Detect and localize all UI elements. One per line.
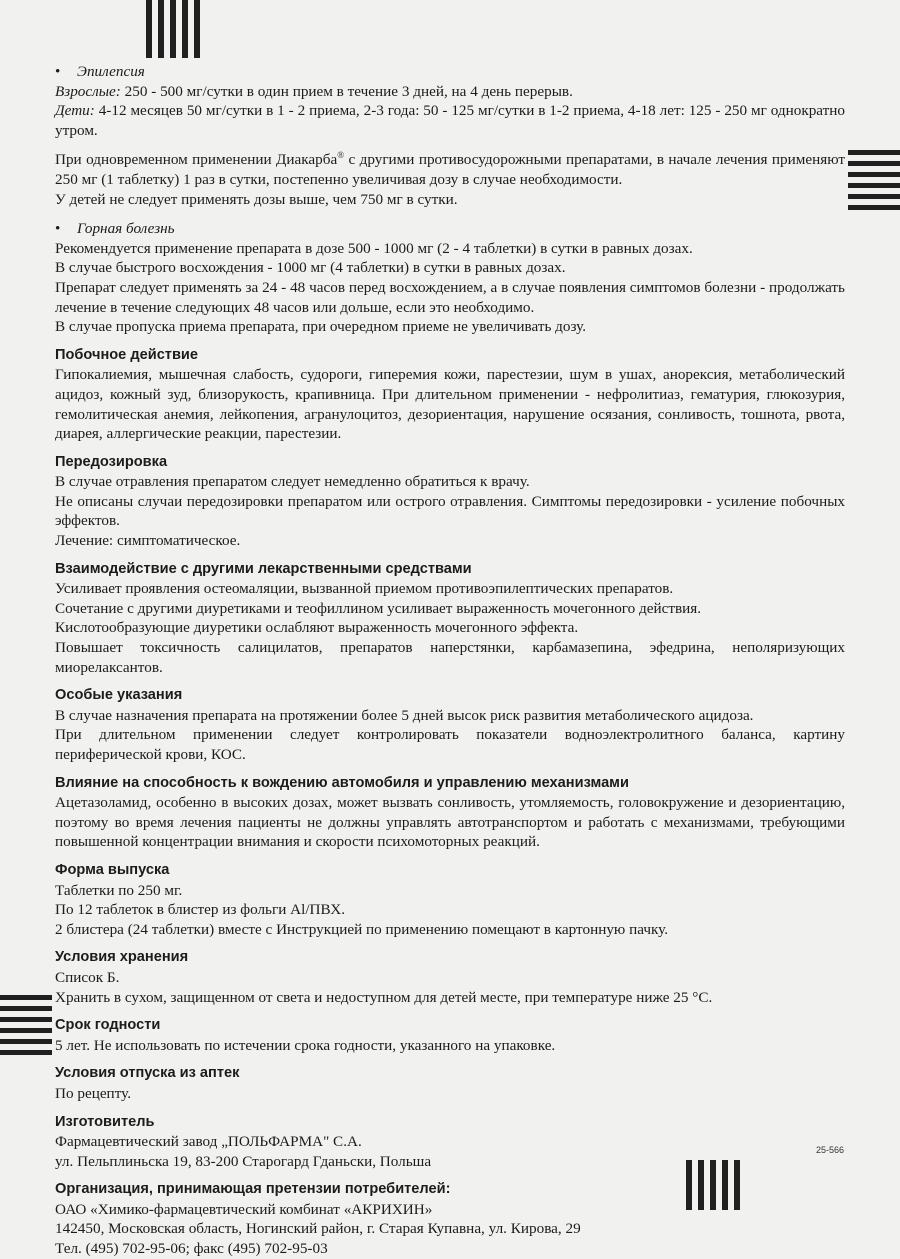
shelf-life-text: 5 лет. Не использовать по истечении срока годности, указанного на упаковке. [55,1036,556,1054]
manufacturer-line: Фармацевтический завод „ПОЛЬФАРМА" С.А. [55,1133,362,1151]
storage-line: Хранить в сухом, защищенном от света и недоступном для детей месте, при температуре ниже 25 °С. [55,988,713,1006]
form-line: По 12 таблеток в блистер из фольги Al/ПВХ. [55,901,346,919]
epilepsy-children: Дети: 4-12 месяцев 50 мг/сутки в 1 - 2 приема, 2-3 года: 50 - 125 мг/сутки в 1-2 приема, 4-18 лет: 125 - 250 мг однократно утром. [55,102,845,139]
form-line: Таблетки по 250 мг. [55,881,183,899]
mountain-line: В случае пропуска приема препарата, при очередном приеме не увеличивать дозу. [55,318,587,336]
form-line: 2 блистера (24 таблетки) вместе с Инструкцией по применению помещают в картонную пачку. [55,920,668,938]
special-heading: Особые указания [55,687,183,704]
registration-bars-left [0,995,52,1055]
epilepsy-children-max: У детей не следует применять дозы выше, чем 750 мг в сутки. [55,190,458,208]
driving-heading: Влияние на способность к вождению автомобиля и управлению механизмами [55,774,629,791]
claims-line: 142450, Московская область, Ногинский район, г. Старая Купавна, ул. Кирова, 29 [55,1220,581,1238]
storage-line: Список Б. [55,968,120,986]
claims-line: Тел. (495) 702-95-06; факс (495) 702-95-03 [55,1240,328,1258]
driving-text: Ацетазоламид, особенно в высоких дозах, может вызвать сонливость, утомляемость, головокружение и дезориентацию, поэтому во время лечения пациенты не должны управлять автотранспортом и работать с механизмами, требующими повышенной концентрации внимания и скорости психомоторных реакций. [55,794,845,851]
mountain-line: Рекомендуется применение препарата в дозе 500 - 1000 мг (2 - 4 таблетки) в сутки в равных дозах. [55,239,693,257]
epilepsy-heading: • Эпилепсия [55,62,845,82]
claims-line: ОАО «Химико-фармацевтический комбинат «АКРИХИН» [55,1200,433,1218]
document-code: 25-566 [815,1145,844,1155]
interactions-heading: Взаимодействие с другими лекарственными средствами [55,560,472,577]
claims-heading: Организация, принимающая претензии потребителей: [55,1181,451,1198]
overdose-heading: Передозировка [55,453,168,470]
storage-heading: Условия хранения [55,949,189,966]
shelf-life-heading: Срок годности [55,1017,161,1034]
manufacturer-heading: Изготовитель [55,1113,155,1130]
overdose-line: Лечение: симптоматическое. [55,532,241,550]
epilepsy-combination: При одновременном применении Диакарба® с другими противосудорожными препаратами, в начале лечения применяют 250 мг (1 таблетку) 1 раз в сутки, постепенно увеличивая дозу в случае необходимости. [55,150,845,188]
manufacturer-line: ул. Пельплиньска 19, 83-200 Старогард Гданьски, Польша [55,1152,432,1170]
interactions-line: Кислотообразующие диуретики ослабляют выраженность мочегонного эффекта. [55,619,579,637]
special-line: В случае назначения препарата на протяжении более 5 дней высок риск развития метаболического ацидоза. [55,706,754,724]
special-line: При длительном применении следует контролировать показатели водноэлектролитного баланса, картину периферической крови, КОС. [55,726,845,763]
interactions-line: Усиливает проявления остеомаляции, вызванной приемом противоэпилептических препаратов. [55,580,674,598]
mountain-line: В случае быстрого восхождения - 1000 мг (4 таблетки) в сутки в равных дозах. [55,259,566,277]
interactions-line: Повышает токсичность салицилатов, препаратов наперстянки, карбамазепина, эфедрина, неполяризующих миорелаксантов. [55,639,845,676]
dispensing-heading: Условия отпуска из аптек [55,1065,240,1082]
instruction-leaflet [55,62,845,1259]
mountain-line: Препарат следует применять за 24 - 48 часов перед восхождением, а в случае появления симптомов болезни - продолжать лечение в течение следующих 48 часов или дольше, если это необходимо. [55,278,845,316]
form-heading: Форма выпуска [55,861,170,878]
side-effects-heading: Побочное действие [55,346,199,363]
registration-bars-right [848,150,900,210]
side-effects-text: Гипокалиемия, мышечная слабость, судороги, гиперемия кожи, парестезии, шум в ушах, анорексия, метаболический ацидоз, кожный зуд, близорукость, крапивница. При длительном применении - нефролитиаз, гематурия, глюкозурия, гемолитическая анемия, лейкопения, агранулоцитоз, дезориентация, нарушение осязания, сонливость, тошнота, рвота, диарея, аллергические реакции, парестезии. [55,366,845,443]
mountain-heading: • Горная болезнь [55,219,845,239]
overdose-line: Не описаны случаи передозировки препаратом или острого отравления. Симптомы передозировки - усиление побочных эффектов. [55,492,845,530]
registration-bars-top [146,0,200,58]
dispensing-text: По рецепту. [55,1084,131,1102]
epilepsy-adults: Взрослые: 250 - 500 мг/сутки в один прием в течение 3 дней, на 4 день перерыв. [55,82,573,100]
overdose-line: В случае отравления препаратом следует немедленно обратиться к врачу. [55,473,530,491]
interactions-line: Сочетание с другими диуретиками и теофиллином усиливает выраженность мочегонного действия. [55,599,702,617]
